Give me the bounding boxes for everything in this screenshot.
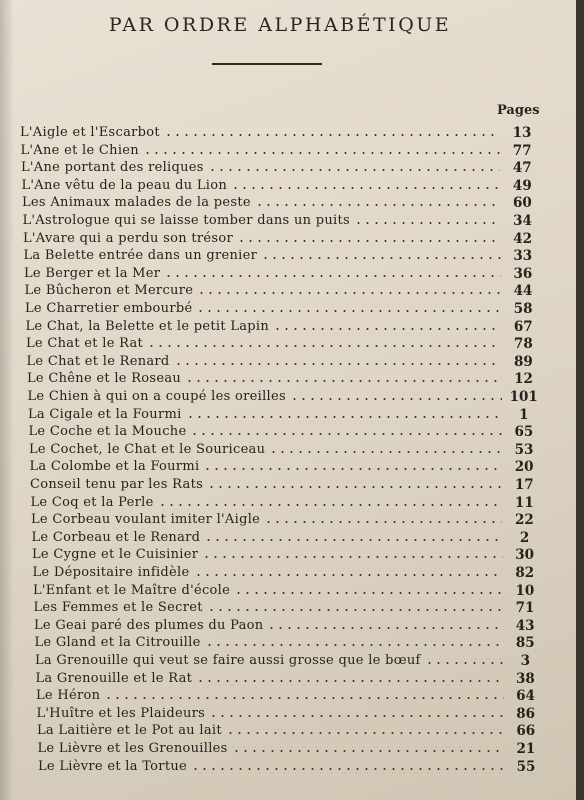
dot-leader	[196, 680, 503, 682]
toc-entry	[0, 142, 576, 160]
entry-title: Le Cygne et le Cuisinier	[32, 547, 199, 563]
entry-title: Le Corbeau et le Renard	[31, 529, 201, 545]
toc-entry	[0, 634, 576, 652]
toc-entry	[0, 722, 576, 740]
entry-title: Le Gland et la Citrouille	[34, 635, 201, 651]
toc-entry	[0, 441, 576, 459]
entry-title: Le Lièvre et la Tortue	[38, 758, 188, 774]
entry-page-number: 13	[512, 125, 532, 141]
entry-title: Le Geai paré des plumes du Paon	[34, 617, 264, 633]
dot-leader	[261, 257, 501, 259]
entry-title: Conseil tenu par les Rats	[30, 477, 204, 492]
toc-entry	[0, 476, 576, 494]
dot-leader	[205, 644, 504, 646]
page-heading: PAR ORDRE ALPHABÉTIQUE	[108, 14, 452, 36]
dot-leader	[209, 715, 504, 717]
dot-leader	[208, 169, 500, 171]
entry-page-number: 101	[509, 389, 538, 405]
toc-entry	[0, 740, 576, 758]
dot-leader	[202, 556, 502, 558]
entry-page-number: 1	[519, 406, 529, 423]
toc-entry	[0, 124, 576, 142]
toc-entry	[0, 388, 576, 406]
toc-entry	[0, 159, 576, 177]
entry-page-number: 60	[513, 195, 532, 212]
dot-leader	[234, 592, 503, 594]
entry-title: Les Animaux malades de la peste	[22, 195, 251, 211]
entry-page-number: 44	[513, 283, 533, 300]
dot-leader	[147, 345, 501, 347]
dot-leader	[203, 468, 502, 470]
entry-page-number: 49	[512, 177, 532, 194]
dot-leader	[194, 574, 503, 576]
dot-leader	[226, 732, 504, 734]
toc-entry	[0, 177, 576, 195]
entry-title: La Colombe et la Fourmi	[29, 459, 200, 475]
entry-title: La Belette entrée dans un grenier	[23, 248, 258, 264]
dot-leader	[196, 310, 501, 312]
entry-title: Les Femmes et le Secret	[33, 600, 203, 616]
toc-entry	[0, 758, 576, 776]
entry-page-number: 30	[515, 547, 535, 564]
entry-title: Le Corbeau voulant imiter l'Aigle	[31, 512, 261, 528]
entry-title: L'Ane et le Chien	[20, 142, 139, 158]
toc-entry	[0, 564, 576, 582]
entry-page-number: 55	[516, 758, 536, 775]
dot-leader	[197, 292, 501, 294]
dot-leader	[425, 662, 504, 664]
entry-page-number: 53	[514, 441, 534, 458]
entry-page-number: 66	[516, 723, 536, 740]
toc-entry	[0, 582, 576, 600]
dot-leader	[264, 521, 502, 523]
entry-page-number: 82	[515, 565, 535, 581]
entry-title: Le Coq et la Perle	[30, 494, 154, 510]
entry-title: L'Ane portant des reliques	[21, 160, 204, 176]
dot-leader	[207, 486, 502, 488]
dot-leader	[290, 398, 502, 400]
toc-entry	[0, 247, 576, 265]
entry-title: L'Avare qui a perdu son trésor	[23, 230, 233, 246]
toc-entry	[0, 494, 576, 512]
entry-title: Le Chat et le Renard	[26, 353, 170, 369]
toc-entry	[0, 406, 576, 424]
entry-title: La Grenouille et le Rat	[35, 670, 193, 686]
toc-entry	[0, 529, 576, 547]
entry-page-number: 65	[514, 424, 534, 441]
entry-page-number: 38	[516, 670, 535, 687]
entry-page-number: 21	[516, 741, 536, 757]
entry-title: Le Héron	[36, 688, 101, 704]
entry-page-number: 22	[515, 512, 534, 529]
entry-page-number: 47	[512, 160, 532, 177]
toc-entry	[0, 335, 576, 353]
entry-title: Le Dépositaire infidèle	[32, 565, 190, 580]
entry-title: L'Astrologue qui se laisse tomber dans un puits	[22, 213, 350, 228]
entry-title: Le Coche et la Mouche	[28, 424, 187, 440]
entry-title: Le Chat et le Rat	[26, 336, 144, 352]
dot-leader	[185, 380, 501, 382]
entry-page-number: 10	[515, 582, 535, 599]
entry-page-number: 89	[514, 353, 533, 370]
entry-page-number: 42	[513, 230, 533, 247]
entry-title: L'Huître et les Plaideurs	[36, 705, 206, 721]
entry-title: Le Bûcheron et Mercure	[24, 283, 194, 299]
toc-entry	[0, 705, 576, 723]
entry-page-number: 2	[519, 529, 530, 546]
toc-entry	[0, 282, 576, 300]
dot-leader	[174, 363, 502, 365]
dot-leader	[164, 134, 500, 136]
dot-leader	[158, 504, 503, 506]
entry-title: Le Lièvre et les Grenouilles	[37, 741, 228, 756]
toc-entry	[0, 670, 576, 688]
entry-title: Le Chêne et le Roseau	[27, 371, 182, 387]
entry-page-number: 85	[515, 635, 535, 652]
entry-title: Le Chat, la Belette et le petit Lapin	[25, 318, 270, 334]
toc-entry	[0, 212, 576, 230]
entry-title: La Laitière et le Pot au lait	[37, 723, 222, 739]
entry-page-number: 20	[514, 459, 534, 476]
entry-title: Le Chien à qui on a coupé les oreilles	[27, 389, 286, 404]
toc-entry	[0, 370, 576, 388]
dot-leader	[143, 152, 500, 154]
dot-leader	[231, 187, 500, 189]
entry-page-number: 3	[520, 653, 531, 669]
toc-entry	[0, 318, 576, 336]
toc-entry	[0, 652, 576, 670]
entry-title: La Grenouille qui veut se faire aussi grosse que le bœuf	[35, 653, 421, 668]
toc-entry	[0, 511, 576, 529]
entry-page-number: 71	[515, 600, 535, 617]
entry-page-number: 67	[513, 318, 533, 335]
entry-page-number: 86	[516, 705, 536, 722]
entry-title: La Cigale et la Fourmi	[28, 406, 182, 422]
dot-leader	[190, 433, 501, 435]
toc-entry	[0, 546, 576, 564]
toc-entry	[0, 617, 576, 635]
toc-entry	[0, 687, 576, 705]
pages-column-label: Pages	[497, 103, 540, 118]
dot-leader	[232, 750, 504, 752]
dot-leader	[269, 451, 502, 453]
toc-entry	[0, 353, 576, 371]
toc-entry	[0, 194, 576, 212]
dot-leader	[273, 328, 501, 330]
entry-page-number: 11	[514, 494, 534, 511]
dot-leader	[191, 768, 504, 770]
toc-entry	[0, 458, 576, 476]
dot-leader	[255, 204, 501, 206]
entry-page-number: 78	[513, 336, 533, 353]
dot-leader	[204, 539, 502, 541]
dot-leader	[237, 240, 501, 242]
entry-page-number: 34	[513, 213, 532, 229]
dot-leader	[186, 416, 502, 418]
entry-title: Le Charretier embourbé	[25, 301, 193, 316]
entry-page-number: 17	[514, 477, 534, 493]
entry-page-number: 33	[513, 248, 533, 265]
dot-leader	[354, 222, 501, 224]
toc-entry	[0, 300, 576, 318]
entry-page-number: 64	[516, 688, 535, 705]
entry-title: Le Berger et la Mer	[24, 265, 161, 281]
toc-entry	[0, 230, 576, 248]
entry-title: L'Ane vêtu de la peau du Lion	[21, 177, 228, 193]
entry-page-number: 43	[515, 617, 535, 634]
entry-title: L'Aigle et l'Escarbot	[20, 125, 160, 140]
toc-entry	[0, 599, 576, 617]
dot-leader	[104, 697, 503, 699]
toc-entry	[0, 265, 576, 283]
entry-title: L'Enfant et le Maître d'école	[33, 582, 231, 598]
entry-page-number: 36	[513, 265, 533, 282]
entry-page-number: 58	[513, 301, 533, 317]
dot-leader	[267, 627, 503, 629]
dot-leader	[164, 275, 501, 277]
toc-entry	[0, 423, 576, 441]
entry-page-number: 12	[514, 371, 533, 388]
entry-page-number: 77	[512, 142, 532, 159]
entry-title: Le Cochet, le Chat et le Souriceau	[29, 441, 266, 457]
dot-leader	[207, 609, 503, 611]
